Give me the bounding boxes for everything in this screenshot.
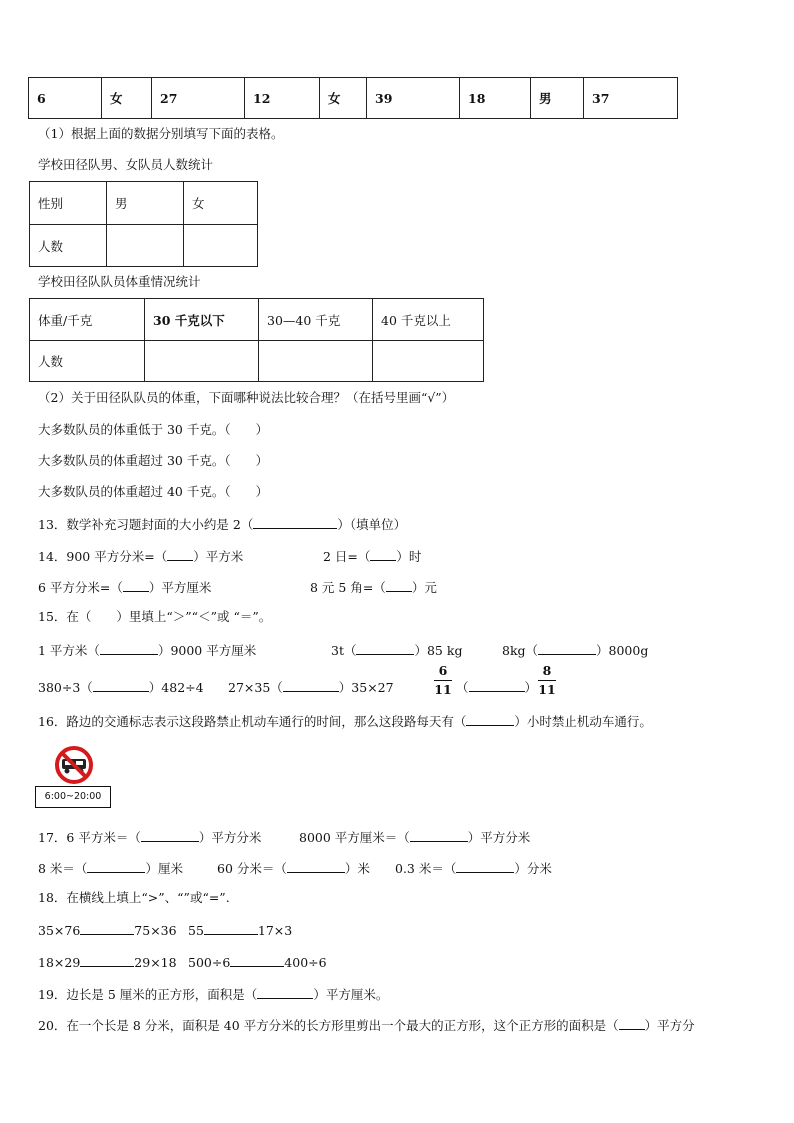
q15-text: ）9000 平方厘米 — [157, 643, 257, 658]
table2-title: 学校田径队队员体重情况统计 — [38, 274, 201, 289]
answer-cell[interactable] — [107, 225, 184, 267]
table-cell: 40 千克以上 — [373, 299, 484, 341]
q18-item1 — [38, 923, 177, 938]
answer-blank[interactable] — [87, 861, 145, 873]
fraction-bar — [538, 680, 556, 681]
q15-row1-item1 — [38, 643, 256, 658]
q18-item4 — [188, 955, 327, 970]
table-cell: 6 — [29, 78, 102, 119]
fraction-6-11 — [434, 664, 452, 697]
q14-text: ）平方米 — [193, 549, 244, 564]
question-15-title: 15．在（ ）里填上“＞”“＜”或 “＝”。 — [38, 609, 272, 624]
q15-text: 8kg（ — [502, 643, 539, 658]
part1-instruction: （1）根据上面的数据分别填写下面的表格。 — [38, 126, 284, 141]
table-cell: 男 — [531, 78, 584, 119]
q15-row2-item2 — [228, 680, 394, 695]
denominator: 11 — [434, 682, 452, 697]
q15-row1-item3 — [502, 643, 648, 658]
q17-text: ）厘米 — [145, 861, 183, 876]
q19-text: 19．边长是 5 厘米的正方形，面积是（ — [38, 987, 258, 1002]
numerator: 6 — [438, 663, 448, 678]
answer-blank[interactable] — [167, 549, 193, 561]
answer-blank[interactable] — [253, 517, 337, 529]
q18-item2 — [188, 923, 292, 938]
q17-text: ）平方分米 — [467, 830, 531, 845]
q17-text: 8000 平方厘米＝（ — [299, 830, 410, 845]
table-row — [30, 182, 258, 225]
q15-text: ）8000g — [596, 643, 649, 658]
q17-text: 0.3 米＝（ — [395, 861, 457, 876]
q15-text: （ — [456, 680, 469, 695]
weight-count-table — [29, 298, 484, 382]
fraction-bar — [434, 680, 452, 681]
q13-text-end: ）（填单位） — [337, 517, 407, 532]
table-cell: 人数 — [30, 225, 107, 267]
answer-blank[interactable] — [356, 643, 414, 655]
answer-blank[interactable] — [386, 580, 412, 592]
answer-blank[interactable] — [141, 830, 199, 842]
q17-line1-b — [299, 830, 530, 845]
denominator: 11 — [538, 682, 556, 697]
q17-text: 60 分米＝（ — [217, 861, 287, 876]
q18-text: 400÷6 — [284, 955, 327, 970]
answer-cell[interactable] — [145, 341, 259, 382]
table-cell: 27 — [152, 78, 245, 119]
answer-blank[interactable] — [123, 580, 149, 592]
answer-blank[interactable] — [257, 987, 313, 999]
q14-text: ）平方厘米 — [148, 580, 212, 595]
question-14-line2b — [310, 580, 437, 595]
question-20 — [38, 1018, 695, 1033]
question-19 — [38, 987, 388, 1002]
q17-text: ）米 — [344, 861, 370, 876]
answer-blank[interactable] — [93, 680, 149, 692]
answer-blank[interactable] — [100, 643, 158, 655]
q17-text: ）分米 — [514, 861, 552, 876]
q15-text: 1 平方米（ — [38, 643, 100, 658]
q15-text: 380÷3（ — [38, 680, 93, 695]
fraction-8-11 — [538, 664, 556, 697]
table-cell: 体重/千克 — [30, 299, 145, 341]
table-cell: 女 — [102, 78, 152, 119]
q14-text: ）时 — [396, 549, 422, 564]
no-motor-vehicle-sign — [35, 746, 115, 810]
q15-text: 27×35（ — [228, 680, 283, 695]
q18-text: 17×3 — [257, 923, 293, 938]
q15-row2-item1 — [38, 680, 204, 695]
q17-text: ）平方分米 — [198, 830, 262, 845]
q18-text: 55 — [188, 923, 204, 938]
data-table — [28, 77, 678, 119]
table-cell: 30 千克以下 — [145, 299, 259, 341]
table-cell: 18 — [460, 78, 531, 119]
q20-text-end: ）平方分 — [644, 1018, 695, 1033]
table-cell: 人数 — [30, 341, 145, 382]
q18-text: 29×18 — [134, 955, 177, 970]
answer-line[interactable] — [80, 923, 134, 935]
q17-text: 8 米＝（ — [38, 861, 88, 876]
table-cell: 30—40 千克 — [259, 299, 373, 341]
answer-blank[interactable] — [538, 643, 596, 655]
q18-text: 500÷6 — [188, 955, 231, 970]
answer-line[interactable] — [230, 955, 284, 967]
table-row — [30, 341, 484, 382]
answer-cell[interactable] — [184, 225, 258, 267]
answer-blank[interactable] — [456, 861, 514, 873]
answer-line[interactable] — [80, 955, 134, 967]
table-row — [29, 78, 678, 119]
answer-blank[interactable] — [410, 830, 468, 842]
question-14-line1 — [38, 549, 243, 564]
answer-blank[interactable] — [287, 861, 345, 873]
table-cell: 女 — [320, 78, 367, 119]
option-1[interactable]: 大多数队员的体重低于 30 千克。（ ） — [38, 422, 269, 437]
q14-text: ）元 — [411, 580, 437, 595]
answer-blank[interactable] — [370, 549, 396, 561]
table-cell: 男 — [107, 182, 184, 225]
q17-line1-a — [38, 830, 261, 845]
answer-cell[interactable] — [259, 341, 373, 382]
q18-text: 75×36 — [134, 923, 177, 938]
q17-line2-a — [38, 861, 183, 876]
answer-line[interactable] — [204, 923, 258, 935]
table-row — [30, 225, 258, 267]
answer-blank[interactable] — [466, 714, 514, 726]
q15-text: ） — [524, 680, 538, 695]
q15-text: 3t（ — [331, 643, 357, 658]
q13-text: 13．数学补充习题封面的大小约是 2（ — [38, 517, 254, 532]
answer-blank[interactable] — [469, 680, 525, 692]
table-cell: 37 — [584, 78, 678, 119]
answer-blank[interactable] — [283, 680, 339, 692]
answer-cell[interactable] — [373, 341, 484, 382]
q18-text: 35×76 — [38, 923, 81, 938]
part2-question: （2）关于田径队队员的体重，下面哪种说法比较合理？（在括号里画“√”） — [38, 390, 455, 405]
table-row — [30, 299, 484, 341]
question-16 — [38, 714, 652, 729]
q17-text: 17．6 平方米＝（ — [38, 830, 141, 845]
q16-text: 16．路边的交通标志表示这段路禁止机动车通行的时间，那么这段路每天有（ — [38, 714, 467, 729]
question-13 — [38, 517, 406, 532]
q17-line2-b — [217, 861, 370, 876]
q18-text: 18×29 — [38, 955, 81, 970]
question-14-line1b — [323, 549, 421, 564]
gender-count-table — [29, 181, 258, 267]
q14-text: 14．900 平方分米=（ — [38, 549, 168, 564]
question-18-title: 18．在横线上填上“>”、“”或“=”. — [38, 890, 230, 905]
q14-text: 8 元 5 角=（ — [310, 580, 386, 595]
q20-text: 20．在一个长是 8 分米，面积是 40 平方分米的长方形里剪出一个最大的正方形，这个正方形的面积是（ — [38, 1018, 619, 1033]
option-3[interactable]: 大多数队员的体重超过 40 千克。（ ） — [38, 484, 269, 499]
q15-text: ）482÷4 — [148, 680, 204, 695]
q14-text: 2 日=（ — [323, 549, 371, 564]
table-cell: 39 — [367, 78, 460, 119]
q14-text: 6 平方分米=（ — [38, 580, 123, 595]
q18-item3 — [38, 955, 177, 970]
question-14-line2 — [38, 580, 211, 595]
numerator: 8 — [542, 663, 552, 678]
table-cell: 女 — [184, 182, 258, 225]
table-cell: 性别 — [30, 182, 107, 225]
sign-time-plate: 6:00~20:00 — [35, 786, 111, 808]
q15-row2-item3 — [456, 680, 537, 695]
q17-line2-c — [395, 861, 552, 876]
q15-row1-item2 — [331, 643, 462, 658]
table1-title: 学校田径队男、女队员人数统计 — [38, 157, 214, 172]
table-cell: 12 — [245, 78, 320, 119]
option-2[interactable]: 大多数队员的体重超过 30 千克。（ ） — [38, 453, 269, 468]
q15-text: ）85 kg — [414, 643, 463, 658]
q15-text: ）35×27 — [338, 680, 394, 695]
answer-blank[interactable] — [619, 1018, 645, 1030]
no-vehicle-icon — [35, 746, 115, 786]
q16-text-end: ）小时禁止机动车通行。 — [514, 714, 652, 729]
q19-text-end: ）平方厘米。 — [313, 987, 389, 1002]
